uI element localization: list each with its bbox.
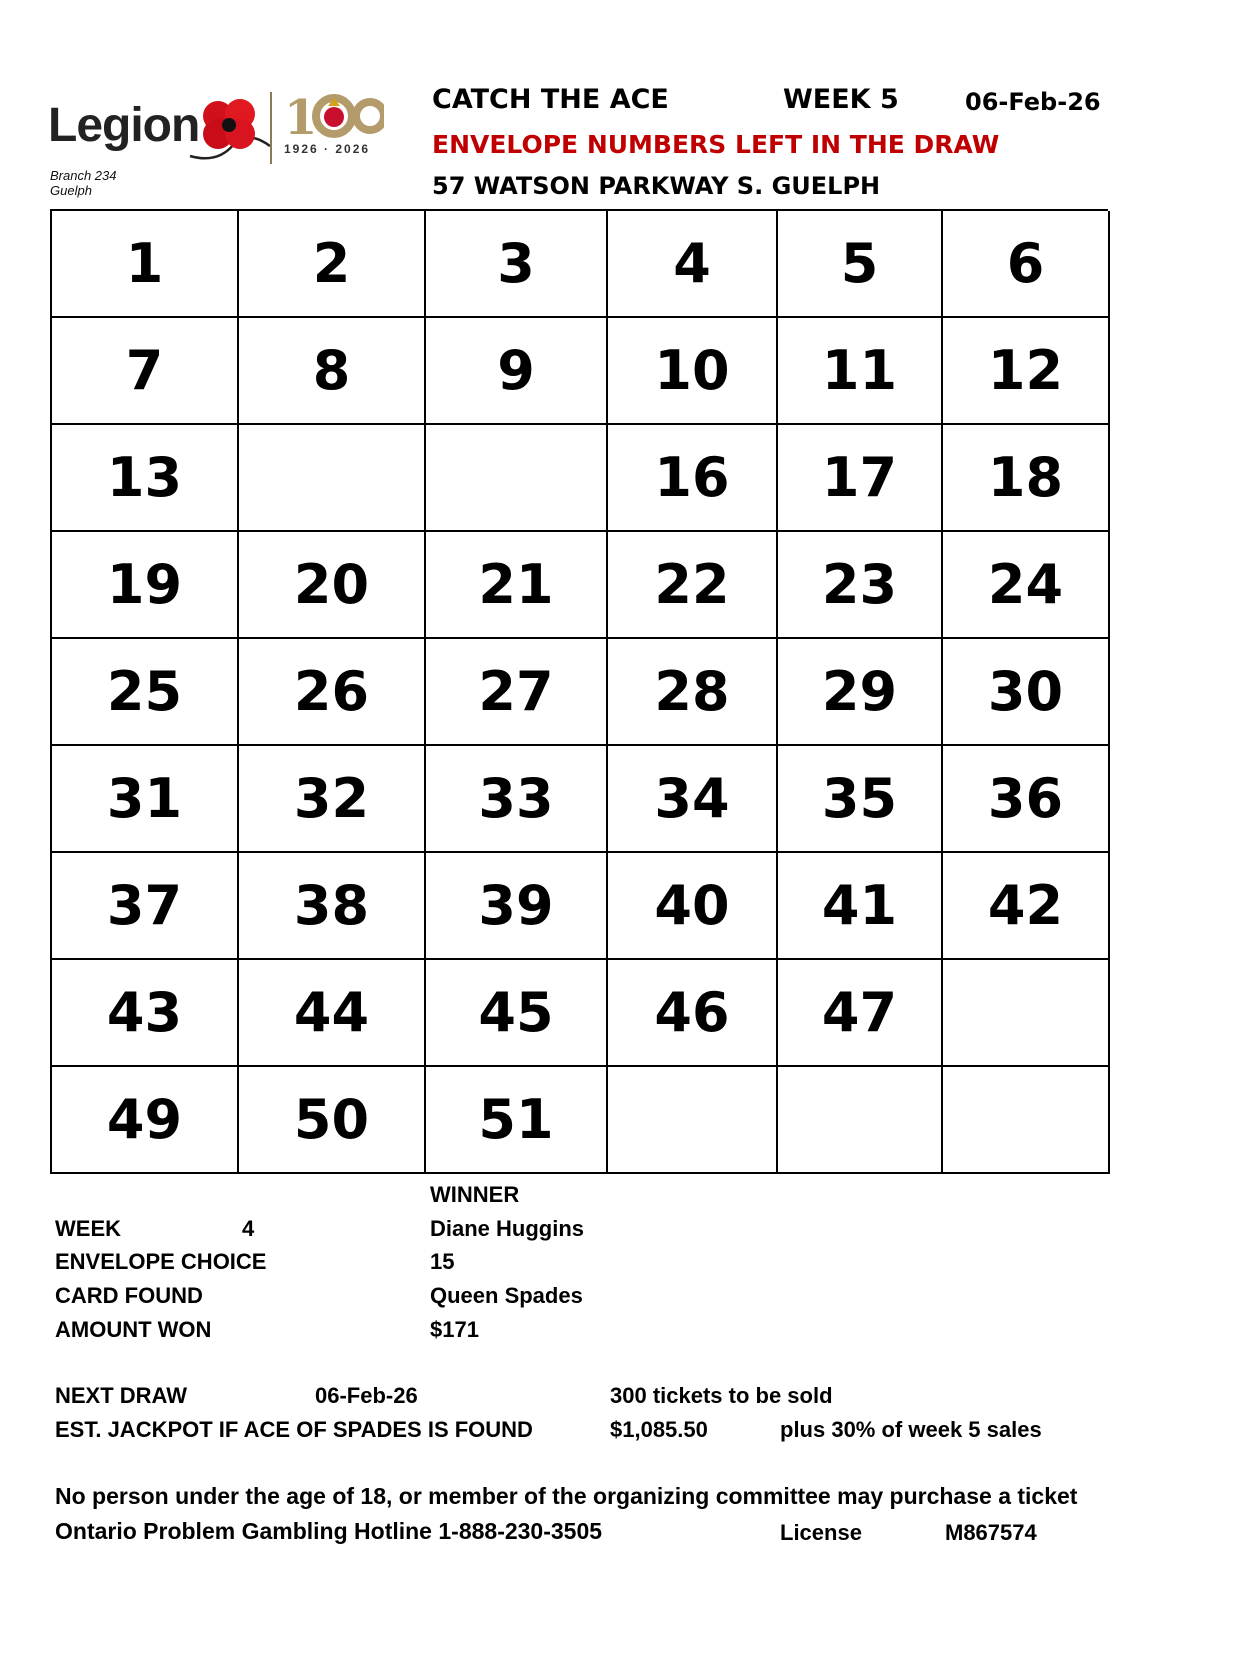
page-title: CATCH THE ACE: [432, 84, 669, 115]
legion-wordmark: Legion: [48, 99, 200, 152]
winner-name: Diane Huggins: [430, 1216, 585, 1241]
envelope-cell: 9: [426, 318, 608, 425]
license-label: License: [780, 1520, 862, 1545]
envelope-cell: 27: [426, 639, 608, 746]
envelope-cell: 34: [608, 746, 778, 853]
card-found-label: CARD FOUND: [55, 1283, 203, 1308]
envelope-cell-empty: [943, 1067, 1110, 1174]
envelope-cell: 28: [608, 639, 778, 746]
envelope-cell-empty: [239, 425, 426, 532]
centennial-100-emblem: [284, 90, 384, 140]
envelope-cell: 47: [778, 960, 943, 1067]
jackpot-note: plus 30% of week 5 sales: [780, 1417, 1042, 1442]
envelope-cell: 49: [52, 1067, 239, 1174]
envelope-cell: 37: [52, 853, 239, 960]
logo-divider: [270, 92, 272, 164]
envelope-cell: 3: [426, 211, 608, 318]
week-label: WEEK 5: [783, 84, 899, 115]
envelope-cell: 11: [778, 318, 943, 425]
tickets-to-be-sold: 300 tickets to be sold: [610, 1383, 833, 1408]
poppy-icon: [188, 94, 272, 164]
envelope-grid: [50, 209, 1108, 1174]
branch-line-2: Guelph: [50, 183, 92, 198]
page-subtitle: ENVELOPE NUMBERS LEFT IN THE DRAW: [432, 130, 1000, 159]
envelope-cell: 29: [778, 639, 943, 746]
license-number: M867574: [945, 1520, 1037, 1545]
envelope-choice-label: ENVELOPE CHOICE: [55, 1249, 267, 1274]
envelope-cell: 17: [778, 425, 943, 532]
envelope-cell: 7: [52, 318, 239, 425]
envelope-cell: 44: [239, 960, 426, 1067]
centennial-years: 1926 · 2026: [284, 142, 371, 156]
envelope-cell: 8: [239, 318, 426, 425]
envelope-cell: 33: [426, 746, 608, 853]
svg-text:1: 1: [284, 90, 318, 140]
branch-label: [50, 168, 117, 198]
envelope-cell: 40: [608, 853, 778, 960]
age-notice: No person under the age of 18, or member of the organizing committee may purchase a ticket: [55, 1483, 1078, 1509]
envelope-cell: 38: [239, 853, 426, 960]
legion-logo: [48, 82, 388, 200]
envelope-cell: 41: [778, 853, 943, 960]
amount-won-value: $171: [430, 1317, 479, 1342]
envelope-cell: 1: [52, 211, 239, 318]
envelope-cell-empty: [943, 960, 1110, 1067]
envelope-cell: 30: [943, 639, 1110, 746]
envelope-cell: 5: [778, 211, 943, 318]
envelope-cell-empty: [608, 1067, 778, 1174]
envelope-cell: 26: [239, 639, 426, 746]
envelope-cell: 24: [943, 532, 1110, 639]
envelope-cell: 23: [778, 532, 943, 639]
next-draw-label: NEXT DRAW: [55, 1383, 187, 1408]
envelope-cell: 4: [608, 211, 778, 318]
envelope-cell: 46: [608, 960, 778, 1067]
envelope-cell: 20: [239, 532, 426, 639]
envelope-cell: 13: [52, 425, 239, 532]
envelope-cell: 21: [426, 532, 608, 639]
envelope-cell: 45: [426, 960, 608, 1067]
envelope-cell: 36: [943, 746, 1110, 853]
jackpot-value: $1,085.50: [610, 1417, 708, 1442]
address: 57 WATSON PARKWAY S. GUELPH: [432, 172, 881, 200]
envelope-cell: 39: [426, 853, 608, 960]
envelope-choice-value: 15: [430, 1249, 455, 1274]
envelope-cell: 32: [239, 746, 426, 853]
envelope-cell-empty: [778, 1067, 943, 1174]
envelope-cell: 10: [608, 318, 778, 425]
envelope-cell: 6: [943, 211, 1110, 318]
winner-heading: WINNER: [430, 1182, 520, 1207]
envelope-cell: 25: [52, 639, 239, 746]
envelope-cell: 19: [52, 532, 239, 639]
jackpot-label: EST. JACKPOT IF ACE OF SPADES IS FOUND: [55, 1417, 533, 1442]
envelope-cell: 42: [943, 853, 1110, 960]
envelope-cell: 50: [239, 1067, 426, 1174]
week-label: WEEK: [55, 1216, 121, 1241]
gambling-hotline: Ontario Problem Gambling Hotline 1-888-230-3505: [55, 1518, 603, 1544]
envelope-cell: 31: [52, 746, 239, 853]
card-found-value: Queen Spades: [430, 1283, 583, 1308]
week-value: 4: [242, 1216, 255, 1241]
envelope-cell-empty: [426, 425, 608, 532]
amount-won-label: AMOUNT WON: [55, 1317, 212, 1342]
draw-date: 06-Feb-26: [965, 88, 1101, 116]
envelope-cell: 35: [778, 746, 943, 853]
envelope-cell: 12: [943, 318, 1110, 425]
envelope-cell: 16: [608, 425, 778, 532]
envelope-cell: 43: [52, 960, 239, 1067]
next-draw-date: 06-Feb-26: [315, 1383, 418, 1408]
envelope-cell: 18: [943, 425, 1110, 532]
envelope-cell: 51: [426, 1067, 608, 1174]
envelope-cell: 22: [608, 532, 778, 639]
branch-line-1: Branch 234: [50, 168, 117, 183]
envelope-cell: 2: [239, 211, 426, 318]
